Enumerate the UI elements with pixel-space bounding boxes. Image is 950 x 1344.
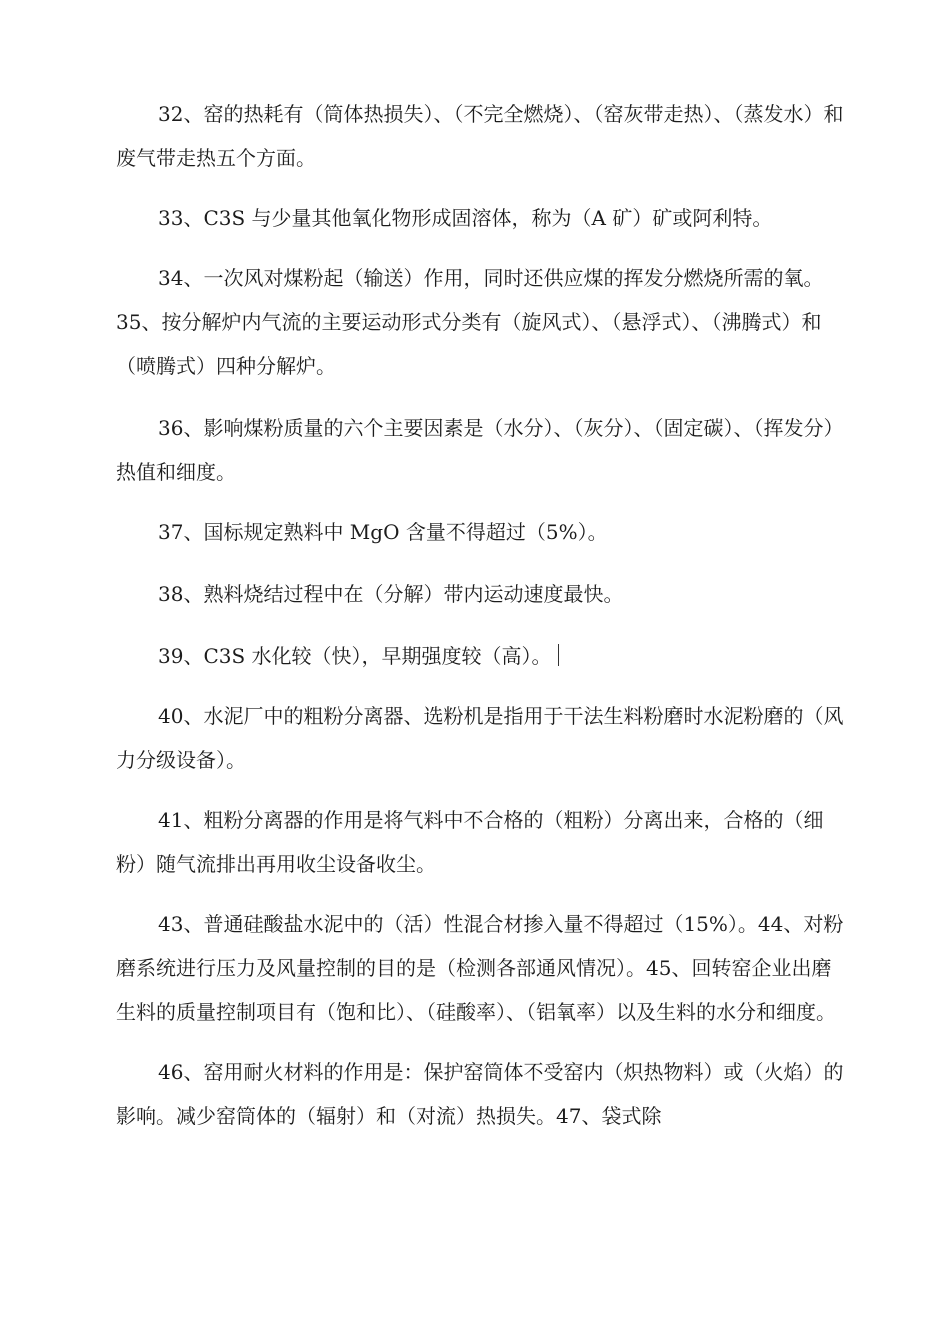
paragraph-36: 36、影响煤粉质量的六个主要因素是（水分）、（灰分）、（固定碳）、（挥发分）热值和细度。 (116, 416, 844, 484)
paragraph-43-45: 43、普通硅酸盐水泥中的（活）性混合材掺入量不得超过（15%）。44、对粉磨系统进行压力及风量控制的目的是（检测各部通风情况）。45、回转窑企业出磨生料的质量控制项目有（饱和比）、（硅酸率）、（铝氧率）以及生料的水分和细度。 (116, 912, 844, 1024)
paragraph-38: 38、熟料烧结过程中在（分解）带内运动速度最快。 (158, 582, 624, 606)
text-cursor (558, 644, 559, 666)
paragraph-39-text: 39、C3S 水化较（快），早期强度较（高）。 (158, 644, 552, 668)
paragraph-37: 37、国标规定熟料中 MgO 含量不得超过（5%）。 (158, 520, 608, 544)
paragraph-34-35: 34、一次风对煤粉起（输送）作用，同时还供应煤的挥发分燃烧所需的氧。35、按分解炉内气流的主要运动形式分类有（旋风式）、（悬浮式）、（沸腾式）和（喷腾式）四种分解炉。 (116, 266, 824, 378)
paragraph-46-47: 46、窑用耐火材料的作用是：保护窑筒体不受窑内（炽热物料）或（火焰）的影响。减少窑筒体的（辐射）和（对流）热损失。47、袋式除 (116, 1060, 844, 1128)
paragraph-40: 40、水泥厂中的粗粉分离器、选粉机是指用于干法生料粉磨时水泥粉磨的（风力分级设备）。 (116, 704, 844, 772)
paragraph-32: 32、窑的热耗有（筒体热损失）、（不完全燃烧）、（窑灰带走热）、（蒸发水）和废气带走热五个方面。 (116, 102, 844, 170)
document-body (116, 92, 846, 1138)
paragraph-41: 41、粗粉分离器的作用是将气料中不合格的（粗粉）分离出来，合格的（细粉）随气流排出再用收尘设备收尘。 (116, 808, 824, 876)
paragraph-33: 33、C3S 与少量其他氧化物形成固溶体，称为（A 矿）矿或阿利特。 (158, 206, 773, 230)
paragraph-39 (116, 634, 846, 678)
